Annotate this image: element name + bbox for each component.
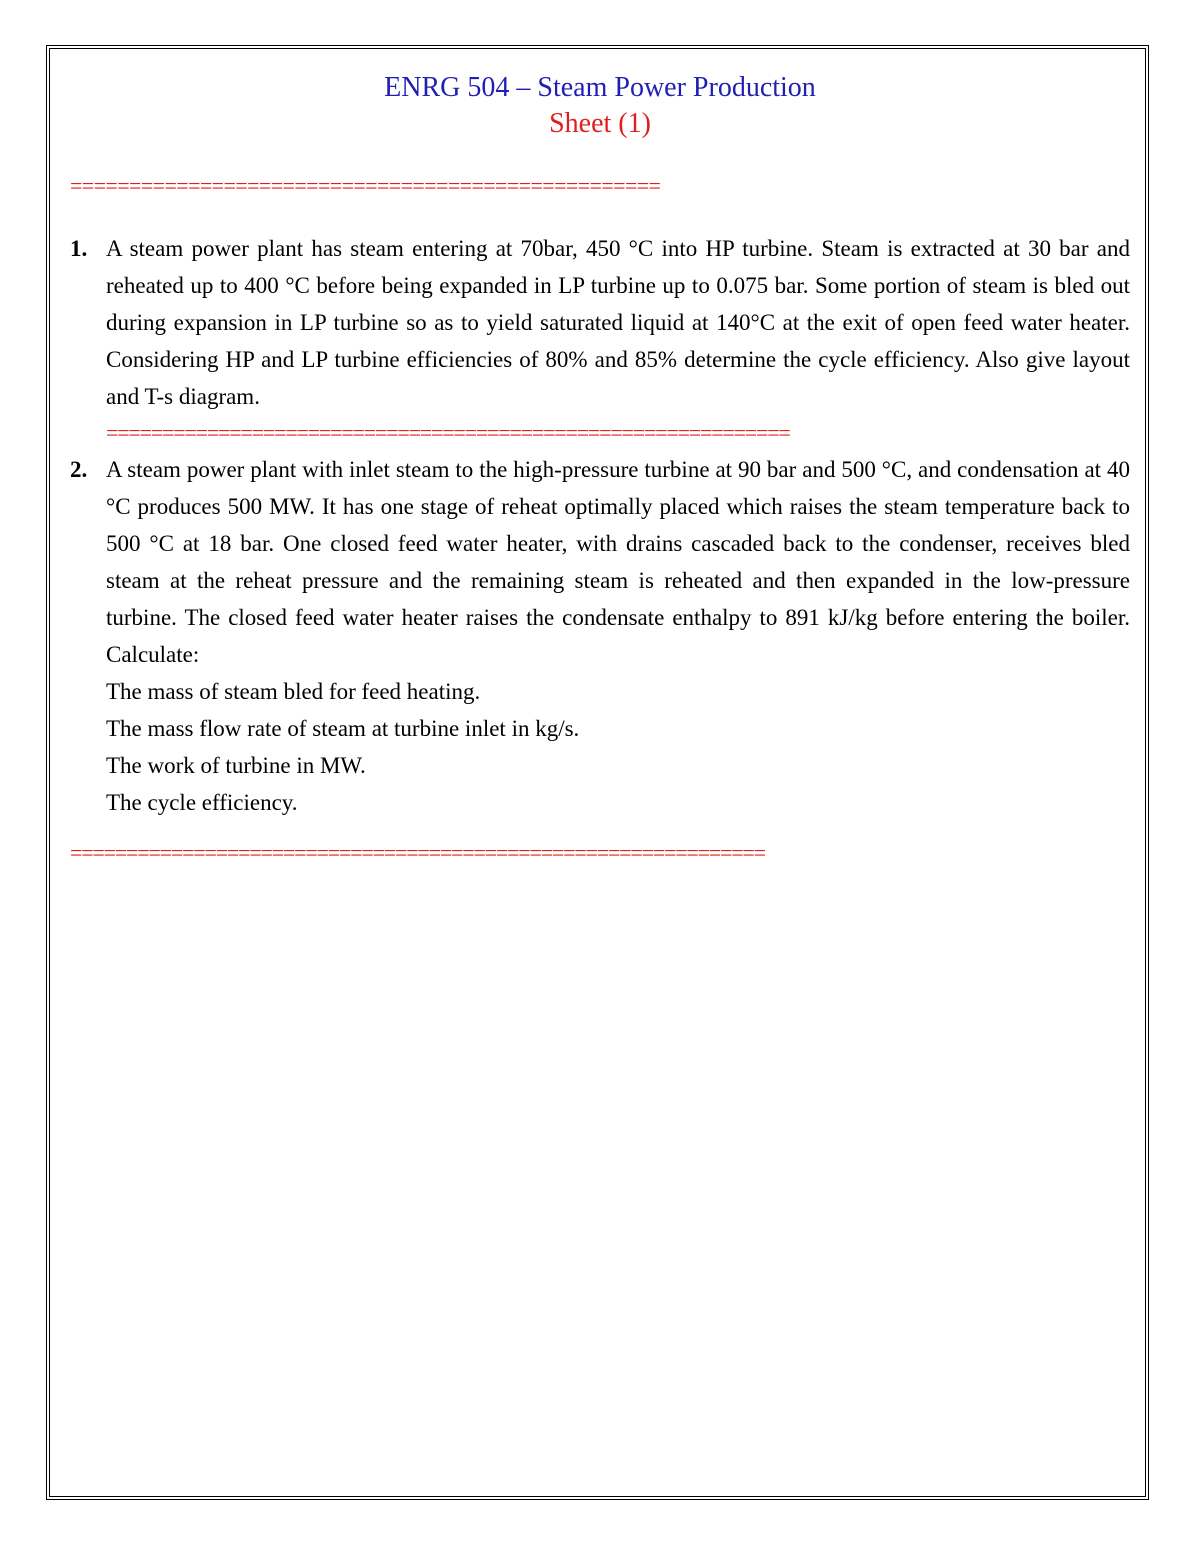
question-text: A steam power plant with inlet steam to the high-pressure turbine at 90 bar and 500 °C, and condensation at 40 °C produces 500 MW. It has one stage of reheat optimally placed which raises the steam temperature back to 500 °C at 18 bar. One closed feed water heater, with drains cascaded back to the condenser, receives bled steam at the reheat pressure and the remaining steam is reheated and then expanded in the low-pressure turbine. The closed feed water heater raises the condensate enthalpy to 891 kJ/kg before entering the boiler. Calculate: — [106, 457, 1130, 667]
sheet-number: Sheet (1) — [549, 108, 651, 139]
question-2 — [70, 451, 1130, 821]
question-number: 2. — [70, 457, 88, 482]
question-number: 1. — [70, 236, 88, 261]
question-text: A steam power plant has steam entering at 70bar, 450 °C into HP turbine. Steam is extracted at 30 bar and reheated up to 400 °C before being expanded in LP turbine up to 0.075 bar. Some portion of steam is bled out during expansion in LP turbine so as to yield saturated liquid at 140°C at the exit of open feed water heater. Considering HP and LP turbine efficiencies of 80% and 85% determine the cycle efficiency. Also give layout and T-s diagram. — [106, 236, 1130, 409]
separator-bottom: ============================================================== — [70, 842, 765, 864]
calculate-item: The work of turbine in MW. — [106, 753, 366, 778]
calculate-item: The mass flow rate of steam at turbine inlet in kg/s. — [106, 716, 580, 741]
separator-top: ================================================== — [70, 175, 661, 197]
calculate-item: The mass of steam bled for feed heating. — [106, 679, 481, 704]
document-title: ENRG 504 – Steam Power Production — [384, 72, 816, 103]
separator-middle: ============================================================= — [106, 422, 790, 444]
question-1 — [70, 230, 1130, 415]
calculate-item: The cycle efficiency. — [106, 790, 298, 815]
